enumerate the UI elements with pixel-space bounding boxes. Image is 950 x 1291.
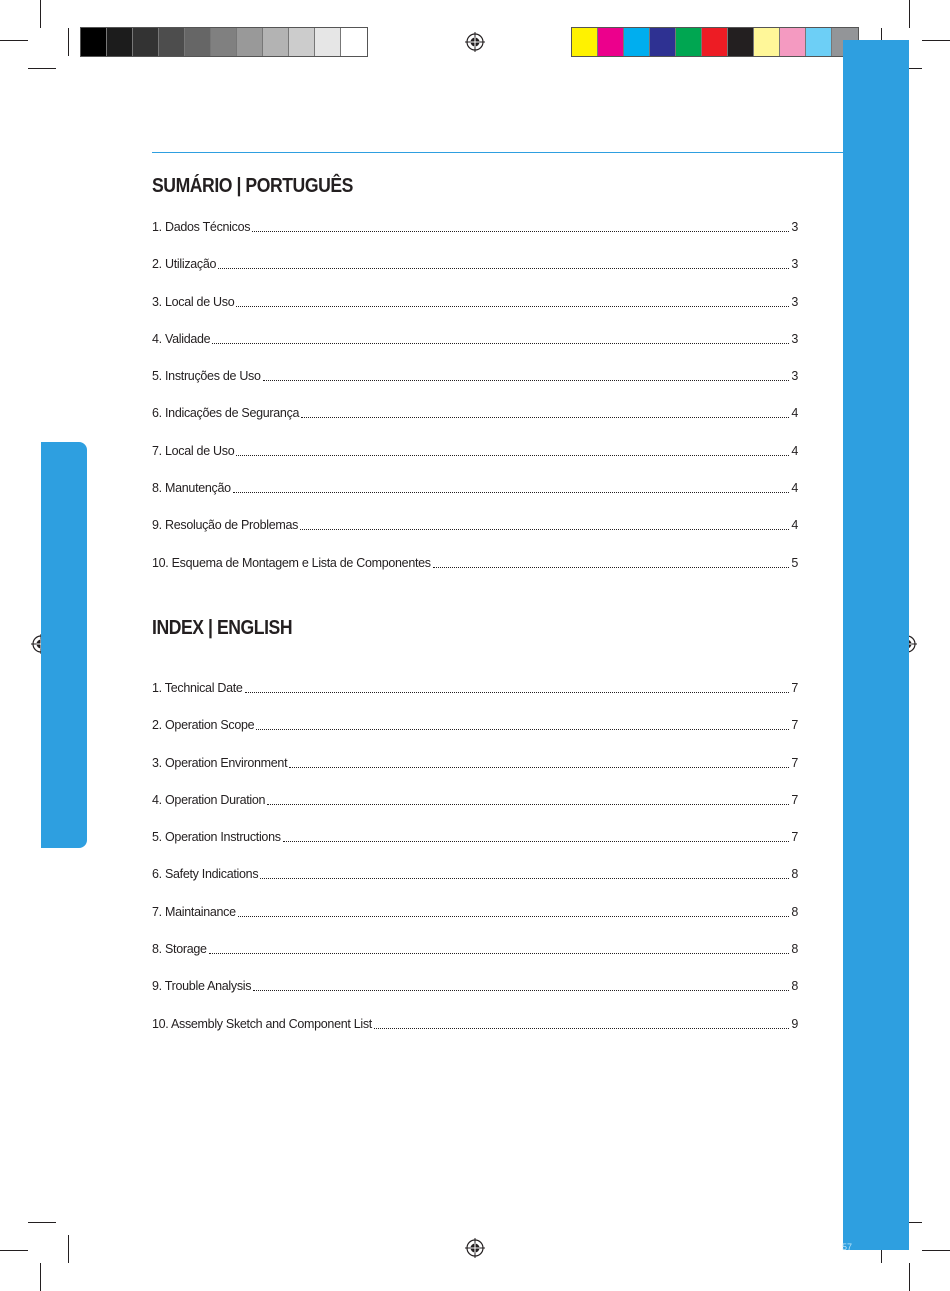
toc-entry-label: 7. Maintainance [152, 904, 236, 919]
toc-entry-page: 4 [791, 481, 798, 496]
process-color-bar [571, 27, 859, 57]
dot-leader [301, 405, 789, 418]
portuguese-section-title: SUMÁRIO | PORTUGUÊS [152, 175, 353, 197]
toc-entry[interactable] [152, 368, 798, 405]
toc-entry-label: 9. Trouble Analysis [152, 979, 252, 994]
crop-mark [909, 0, 910, 28]
toc-entry[interactable] [152, 480, 798, 517]
grayscale-color-bar [80, 27, 368, 57]
color-swatch [341, 28, 367, 56]
dot-leader [260, 866, 789, 879]
toc-entry-page: 9 [791, 1016, 798, 1031]
color-swatch [107, 28, 133, 56]
toc-entry-page: 3 [791, 369, 798, 384]
toc-entry[interactable] [152, 978, 798, 1015]
toc-entry-page: 8 [791, 979, 798, 994]
color-swatch [650, 28, 676, 56]
color-swatch [211, 28, 237, 56]
color-swatch [289, 28, 315, 56]
toc-entry-label: 8. Storage [152, 942, 207, 957]
dot-leader [267, 792, 789, 805]
color-swatch [263, 28, 289, 56]
toc-entry[interactable] [152, 443, 798, 480]
toc-entry-page: 4 [791, 443, 798, 458]
toc-entry[interactable] [152, 405, 798, 442]
toc-entry[interactable] [152, 294, 798, 331]
color-swatch [185, 28, 211, 56]
registration-mark-icon [465, 1238, 485, 1258]
color-swatch [237, 28, 263, 56]
dot-leader [289, 755, 789, 768]
color-swatch [702, 28, 728, 56]
dot-leader [236, 443, 789, 456]
toc-entry-label: 3. Local de Uso [152, 294, 235, 309]
color-swatch [598, 28, 624, 56]
toc-entry-page: 4 [791, 518, 798, 533]
toc-entry-page: 3 [791, 220, 798, 234]
toc-entry-page: 7 [791, 792, 798, 807]
dot-leader [433, 555, 790, 568]
color-swatch [159, 28, 185, 56]
toc-entry-page: 7 [791, 830, 798, 845]
crop-mark [40, 1263, 41, 1291]
toc-entry-page: 3 [791, 257, 798, 272]
toc-entry[interactable] [152, 755, 798, 792]
toc-entry[interactable] [152, 792, 798, 829]
toc-entry-label: 10. Assembly Sketch and Component List [152, 1016, 372, 1031]
crop-mark [40, 0, 41, 28]
toc-entry[interactable] [152, 717, 798, 754]
portuguese-toc-list [152, 219, 798, 592]
english-section-title: INDEX | ENGLISH [152, 617, 293, 639]
crop-mark [0, 1250, 28, 1251]
toc-entry-label: 6. Safety Indications [152, 867, 259, 882]
dot-leader [238, 904, 790, 917]
toc-entry-page: 7 [791, 718, 798, 733]
toc-entry-page: 3 [791, 331, 798, 346]
toc-entry-page: 4 [791, 406, 798, 421]
english-toc-list [152, 680, 798, 1053]
dot-leader [233, 480, 790, 493]
toc-entry-label: 4. Validade [152, 331, 211, 346]
color-swatch [315, 28, 341, 56]
dot-leader [263, 368, 790, 381]
dot-leader [218, 256, 789, 269]
dot-leader [236, 294, 789, 307]
color-swatch [754, 28, 780, 56]
toc-entry-page: 8 [791, 904, 798, 919]
dot-leader [252, 219, 789, 232]
dot-leader [256, 717, 789, 730]
crop-mark [68, 1235, 69, 1263]
dot-leader [209, 941, 790, 954]
toc-entry[interactable] [152, 866, 798, 903]
toc-entry-label: 4. Operation Duration [152, 792, 266, 807]
color-swatch [624, 28, 650, 56]
toc-entry-label: 2. Utilização [152, 257, 217, 272]
crop-mark [68, 28, 69, 56]
crop-mark [0, 40, 28, 41]
toc-entry-label: 1. Dados Técnicos [152, 220, 251, 234]
crop-mark [922, 40, 950, 41]
toc-entry[interactable] [152, 829, 798, 866]
toc-entry[interactable] [152, 256, 798, 293]
toc-entry[interactable] [152, 904, 798, 941]
dot-leader [283, 829, 790, 842]
toc-entry-label: 6. Indicações de Segurança [152, 406, 300, 421]
toc-entry-label: 3. Operation Environment [152, 755, 288, 770]
toc-entry-label: 5. Instruções de Uso [152, 369, 261, 384]
crop-mark [28, 68, 56, 69]
crop-mark [909, 1263, 910, 1291]
toc-entry-label: 9. Resolução de Problemas [152, 518, 299, 533]
toc-entry-label: 10. Esquema de Montagem e Lista de Componentes [152, 555, 431, 570]
toc-entry-page: 8 [791, 942, 798, 957]
color-swatch [81, 28, 107, 56]
toc-entry-label: 5. Operation Instructions [152, 830, 281, 845]
toc-entry[interactable] [152, 555, 798, 592]
toc-entry-page: 7 [791, 681, 798, 695]
left-accent-tab [41, 442, 87, 848]
dot-leader [374, 1016, 789, 1029]
toc-entry[interactable] [152, 680, 798, 717]
dot-leader [253, 978, 789, 991]
color-swatch [572, 28, 598, 56]
crop-mark [28, 1222, 56, 1223]
toc-entry[interactable] [152, 517, 798, 554]
toc-entry[interactable] [152, 941, 798, 978]
color-swatch [806, 28, 832, 56]
color-swatch [133, 28, 159, 56]
crop-mark [922, 1250, 950, 1251]
toc-entry-page: 3 [791, 294, 798, 309]
color-swatch [728, 28, 754, 56]
color-swatch [780, 28, 806, 56]
dot-leader [245, 680, 790, 693]
toc-entry-label: 1. Technical Date [152, 681, 243, 695]
toc-entry-label: 7. Local de Uso [152, 443, 235, 458]
page-number: 57 [842, 1242, 853, 1252]
dot-leader [300, 517, 789, 530]
toc-entry-label: 8. Manutenção [152, 481, 231, 496]
toc-entry-page: 8 [791, 867, 798, 882]
right-accent-bar [843, 40, 909, 1250]
toc-entry[interactable] [152, 1016, 798, 1053]
dot-leader [212, 331, 789, 344]
color-swatch [676, 28, 702, 56]
registration-mark-icon [465, 32, 485, 52]
toc-entry-page: 5 [791, 555, 798, 570]
toc-entry-page: 7 [791, 755, 798, 770]
toc-entry-label: 2. Operation Scope [152, 718, 255, 733]
header-rule [152, 152, 843, 153]
toc-entry[interactable] [152, 219, 798, 256]
toc-entry[interactable] [152, 331, 798, 368]
